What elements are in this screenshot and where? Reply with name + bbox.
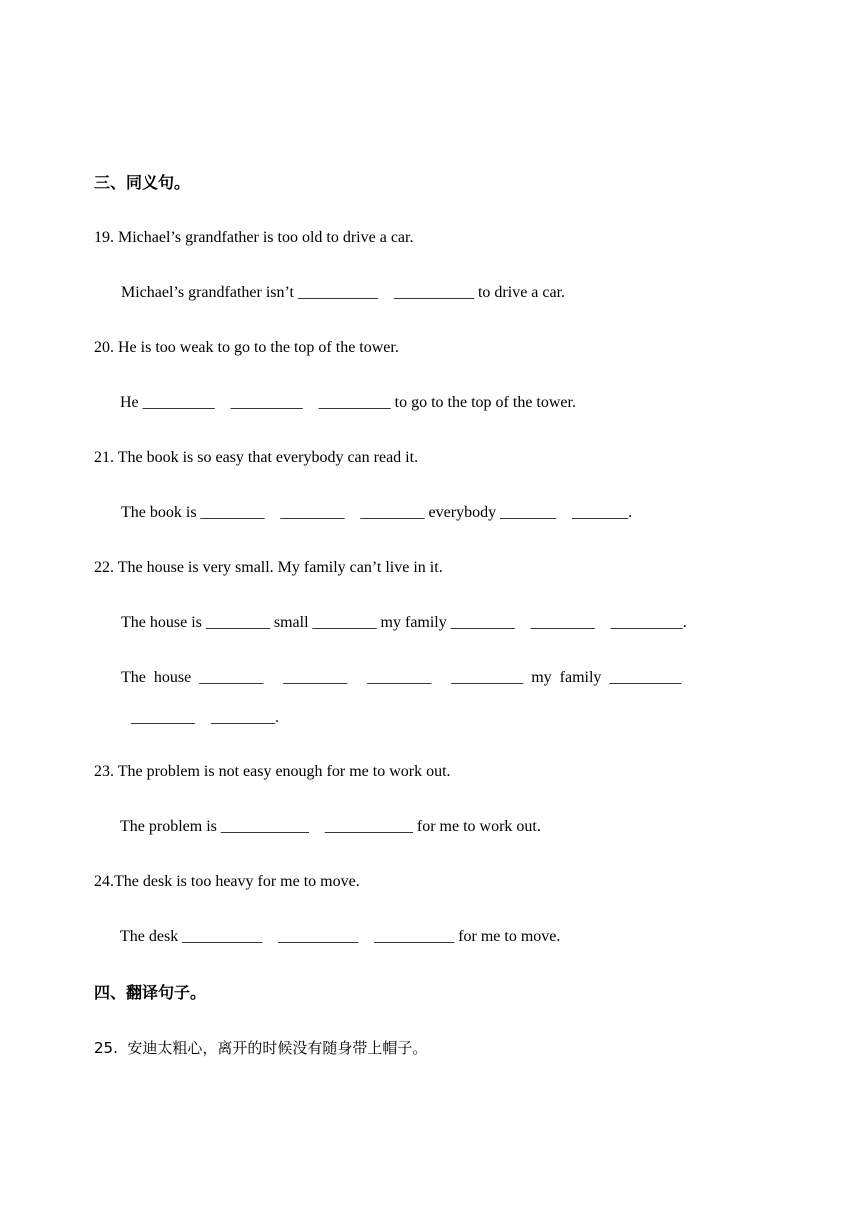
answer-line-24: The desk __________ __________ __________ for me to move. [120, 928, 561, 945]
question-25: 25. 安迪太粗心，离开的时候没有随身带上帽子。 [94, 1039, 428, 1057]
answer-line-23: The problem is ___________ ___________ for me to work out. [120, 818, 541, 835]
section-heading-synonymous-sentences: 三、同义句。 [94, 173, 191, 192]
answer-line-22b-first: The house ________ ________ ________ _________ my family _________ [121, 669, 682, 686]
answer-line-22a: The house is ________ small ________ my family ________ ________ _________. [121, 614, 687, 631]
question-21: 21. The book is so easy that everybody can read it. [94, 449, 419, 466]
question-20: 20. He is too weak to go to the top of the tower. [94, 339, 399, 356]
question-23: 23. The problem is not easy enough for me to work out. [94, 763, 451, 780]
answer-line-22b-continued: ________ ________. [131, 709, 279, 726]
question-22: 22. The house is very small. My family can’t live in it. [94, 559, 443, 576]
question-19: 19. Michael’s grandfather is too old to drive a car. [94, 229, 414, 246]
question-24: 24.The desk is too heavy for me to move. [94, 873, 360, 890]
answer-line-19: Michael’s grandfather isn’t __________ __________ to drive a car. [121, 284, 566, 301]
section-heading-translation: 四、翻译句子。 [94, 983, 207, 1002]
answer-line-20: He _________ _________ _________ to go to the top of the tower. [120, 394, 576, 411]
answer-line-21: The book is ________ ________ ________ everybody _______ _______. [121, 504, 633, 521]
